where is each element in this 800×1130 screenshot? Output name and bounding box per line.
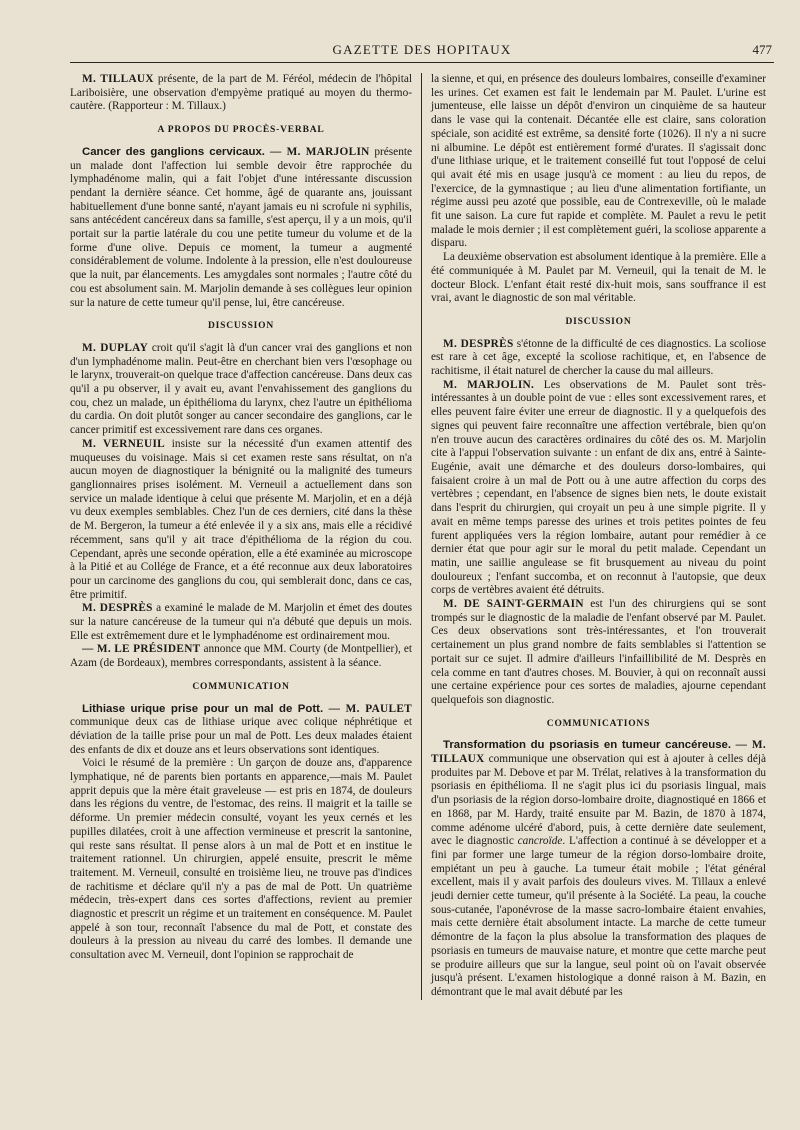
italic-term: cancroïde <box>517 835 563 848</box>
left-column <box>70 73 422 1000</box>
paragraph-tillaux-empyeme <box>70 73 412 114</box>
two-column-body <box>70 73 774 1000</box>
speaker-name: M. DESPRÈS <box>443 337 514 350</box>
paragraph-text: s'étonne de la difficulté de ces diagnostics. La scoliose est rare à cet âge, excepté la scoliose rachitique, et, en l'absence de rachitisme, il était naturel de chercher la cause du mal ailleurs. <box>431 337 766 378</box>
article-title: Lithiase urique prise pour un mal de Pott. <box>82 702 324 715</box>
paragraph-text: insiste sur la nécessité d'un examen attentif des muqueuses du voisinage. Mais si cet examen reste sans résultat, on n'a aucun moyen de diagnostiquer la bénignité ou la malignité des tumeurs ganglionnaires prises isolément. M. Verneuil a actuellement dans son service un malade identique à celui que présente M. Marjolin, et en a déjà vu deux exemples semblables. Chez l'un de ces derniers, cité dans la thèse de M. Bergeron, la tumeur a été enlevée il y a six ans, mais elle a récidivé récemment, sans qu'il y ait trace d'épithélioma de la région du cou. Cependant, après une seconde opération, elle a été examinée au microscope à la Pitié et au Collége de France, et a été reconnue aux deux laboratoires pour un carcinome des ganglions du cou, qui semblerait donc, dans ce cas, être primitif. <box>70 437 412 601</box>
paragraph-despres <box>70 602 412 643</box>
section-heading-discussion-2: DISCUSSION <box>565 316 632 327</box>
paragraph-text: a examiné le malade de M. Marjolin et émet des doutes sur la nature cancéreuse de la tumeur qui n'a débuté que depuis un mois. Elle est extrêmement dure et le lymphadénome est ordinairement mou. <box>70 602 412 642</box>
paragraph-text: Les observations de M. Paulet sont très-intéressantes à un double point de vue : elles sont excessivement rares, et elles peuvent faire éviter une erreur de diagnostic. Il y a quelquefois des signes qui peuvent faire reconnaître une affection vertébrale, bien qu'on n'en trouve aucun des caractères ordinaires du côté des os. M. Marjolin cite à l'appui l'observation suivante : un enfant de dix ans, entré à Sainte-Eugénie, avait une démarche et des douleurs dorso-lombaires, qui faisaient croire à un mal de Pott ou à une autre affection du corps des vertèbres ; cependant, en l'absence de signes bien nets, le doute existait dans l'esprit du chirurgien, qui croyait un peu à une simple pigrite. Il y avait en même temps paresse des urines et trois petites pointes de feu furent appliquées vers la région lombaire, autant pour remédier à ce dernier état que pour agir sur le moral du petit malade. Cependant un matin, une saillie angulease se fit brusquement au niveau du point douloureux ; l'enfant succomba, et on reconnut à l'autopsie, que deux corps de vertèbres avaient été détruits. <box>431 378 766 597</box>
running-header <box>70 38 774 63</box>
paragraph-second-observation: La deuxième observation est absolument identique à la première. Elle a été communiquée à M. Paulet par M. Verneuil, qui la tenait de M. le docteur Block. L'enfant était resté dix-huit mois, sans souffrance il est vrai, avant le diagnostic de son mal véritable. <box>431 251 766 305</box>
section-heading-communications: COMMUNICATIONS <box>546 718 651 729</box>
section-heading-communication: COMMUNICATION <box>192 681 290 692</box>
paragraph-text: croit qu'il s'agit là d'un cancer vrai des ganglions et non d'un lymphadénome malin. Peut-être en cherchant bien vers l'œsophage ou le larynx, trouverait-on quelque trace d'affection cancéreuse. Dans deux cas qu'il a pu observer, il y avait eu, avant l'envahissement des ganglions du cou, chez un malade, un épithélioma du larynx, chez l'autre un épithélioma du cardia. On doit plutôt songer au cancer secondaire des ganglions, car le cancer primitif est excessivement rare dans ces organes. <box>70 341 413 437</box>
speaker-name: — M. TILLAUX <box>431 739 767 766</box>
paragraph-text: . L'affection a continué à se développer et a fini par former une large tumeur de la région dorso-lombaire droite, empiétant un peu à gauche. La tumeur était mobile ; l'état général excellent, mais il y avait parfois des douleurs vives. M. Tillaux a enlevé jeudi dernier cette tumeur, qu'il présente à la Société. La peau, la couche sous-cutanée, l'aponévrose de la masse sacro-lombaire étaient envahies, mais cette dernière était absolument intacte. La marche de cette tumeur démontre de la façon la plus absolue la transformation des plaques de psoriasis en tumeurs de mauvaise nature, et montre que cette marche peut se produire ailleurs que sur la langue, seul point où on l'avait observée jusqu'à présent. L'examen histologique a donné raison à M. Bazin, en démontrant que le mal avait débuté par les <box>431 835 766 998</box>
paragraph-marjolin <box>431 379 766 598</box>
article-title: Transformation du psoriasis en tumeur cancéreuse. <box>443 739 732 752</box>
article-title: Cancer des ganglions cervicaux. <box>82 145 265 158</box>
paragraph-saint-germain <box>431 598 766 708</box>
paragraph-psoriasis <box>431 739 766 999</box>
paragraph-lithiase <box>70 703 412 758</box>
speaker-name: — M. LE PRÉSIDENT <box>82 643 201 656</box>
speaker-name: M. VERNEUIL <box>82 437 165 450</box>
paragraph-text: annonce que MM. Courty (de Montpellier), et Azam (de Bordeaux), membres correspondants, assistent à la séance. <box>70 643 412 670</box>
speaker-name: — M. PAULET <box>323 702 412 715</box>
page-number: 477 <box>752 42 772 57</box>
right-column <box>422 73 766 1000</box>
paragraph-resume: Voici le résumé de la première : Un garçon de douze ans, d'apparence lymphatique, né de parents bien portants en apparence,—mais M. Paulet apprit depuis que la mère était graveleuse — est pris en 1874, de douleurs dans les régions du ventre, de l'estomac, des reins. Il maigrit et la taille se déforme. Un premier médecin consulté, voyant les yeux cernés et les pupilles dilatées, croit à une affection vermineuse et prescrit la santonine, qui reste sans résultat. Il pense alors à un mal de Pott et en institue le traitement rationnel. Un chirurgien, appelé ensuite, prescrit le même traitement. M. Verneuil, consulté en troisième lieu, ne trouve pas d'indices de rachitisme et déclare qu'il n'y a pas de mal de Pott. Un quatrième médecin, très-expert dans ces sortes d'affections, revient au premier diagnostic et prescrit un régime et un traitement en conséquence. M. Paulet appelé à son tour, reconnaît l'absence du mal de Pott, et constate des douleurs à la pression au niveau du carré des lombes. Il demande une consultation avec M. Verneuil, dont l'opinion se rapprochait de <box>70 757 412 962</box>
section-heading-discussion: DISCUSSION <box>207 321 275 332</box>
speaker-name: M. DESPRÈS <box>82 602 153 615</box>
speaker-name: M. MARJOLIN. <box>443 378 535 391</box>
paragraph-text: communique deux cas de lithiase urique avec colique néphrétique et déviation de la taille prise pour un mal de Pott. Les deux malades étaient des enfants de dix et douze ans et leurs observations sont identiques. <box>70 716 412 756</box>
paragraph-text: présente un malade dont l'affection lui semble devoir être rapprochée du lymphadénome malin, qui a fait l'objet d'une intéressante discussion pendant la dernière séance. Cet homme, âgé de quarante ans, jouissant habituellement d'une bonne santé, n'ayant jamais eu ni scrofule ni syphilis, sans antécédent cancéreux dans sa famille, s'est aperçu, il y a un mois, qu'il portait sur la partie latérale du cou une petite tumeur du volume et de la forme d'une olive. Depuis ce moment, la tumeur a augmenté considérablement de volume. Indolente à la pression, elle n'est douloureuse que la nuit, par élancements. Les amygdales sont normales ; l'autre côté du cou est absolument sain. M. Marjolin demande à ses collègues leur opinion sur la nature de cette tumeur qu'il pense, lui, être cancéreuse. <box>70 145 413 309</box>
paragraph-continuation: la sienne, et qui, en présence des douleurs lombaires, conseille d'examiner les urines. Cet examen est fait le lendemain par M. Paulet. L'urine est jumenteuse, elle laisse un dépôt d'environ un cinquième de sa hauteur dans le vase qui la contenait. Décantée elle est claire, sans coloration spéciale, son acidité est extrême, sa densité forte (1026). Il n'y a ni sucre ni albumine. Le dépôt est entièrement formé d'urates. Il s'agissait donc d'une lithiase urique, et le traitement conseillé fut tout l'opposé de celui qui avait été mis en usage jusqu'à ce moment : au lieu du repos, de l'exercice, de la gymnastique ; au lieu d'une alimentation fortifiante, un régime aussi peu azoté que possible, eau de Contrexeville, où le malade fit une saison. La cure fut rapide et complète. M. Paulet a revu le petit malade le mois dernier ; il est complètement guéri, la scoliose apparente a disparu. <box>431 73 766 250</box>
paragraph-text: présente, de la part de M. Féréol, médecin de l'hôpital Lariboisière, une observation d'empyème pratiqué au moyen du thermo-cautère. (Rapporteur : M. Tillaux.) <box>70 73 412 113</box>
paragraph-despres-2 <box>431 338 766 379</box>
paragraph-verneuil <box>70 438 412 602</box>
section-heading-proces-verbal: A PROPOS DU PROCÈS-VERBAL <box>157 125 325 136</box>
speaker-name: — M. MARJOLIN <box>264 145 370 158</box>
paragraph-text: communique une observation qui est à ajouter à celles déjà produites par M. Debove et par M. Trélat, relatives à la transformation du psoriasis en épithélioma. Il ne s'agit plus ici du psoriasis lingual, mais d'un psoriasis de la région dorso-lombaire droite, diagnostiqué en 1866 et en 1868, par M. Hardy, traité ensuite par M. Bazin, de 1870 à 1874, comme adénome ulcéré d'abord, puis, à cette dernière date seulement, avec le diagnostic <box>431 753 766 848</box>
paragraph-text: est l'un des chirurgiens qui se sont trompés sur le diagnostic de la maladie de l'enfant observé par M. Paulet. Ces deux observations sont très-intéressantes, et l'on trouverait certainement un plus grand nombre de faits semblables si l'attention se portait sur ce sujet. Il admire d'ailleurs l'infaillibilité de M. Desprès en cela comme en tant d'autres choses. M. Bouvier, à qui on reconnaît aussi une certaine expérience pour ces sortes de maladies, ajourne cependant quelquefois son diagnostic. <box>431 598 766 706</box>
speaker-name: M. DE SAINT-GERMAIN <box>443 598 584 611</box>
journal-title: GAZETTE DES HOPITAUX <box>332 42 512 57</box>
speaker-name: M. TILLAUX <box>82 73 154 85</box>
paragraph-cancer <box>70 146 412 310</box>
speaker-name: M. DUPLAY <box>82 341 149 354</box>
paragraph-president <box>70 643 412 670</box>
paragraph-duplay <box>70 342 412 438</box>
